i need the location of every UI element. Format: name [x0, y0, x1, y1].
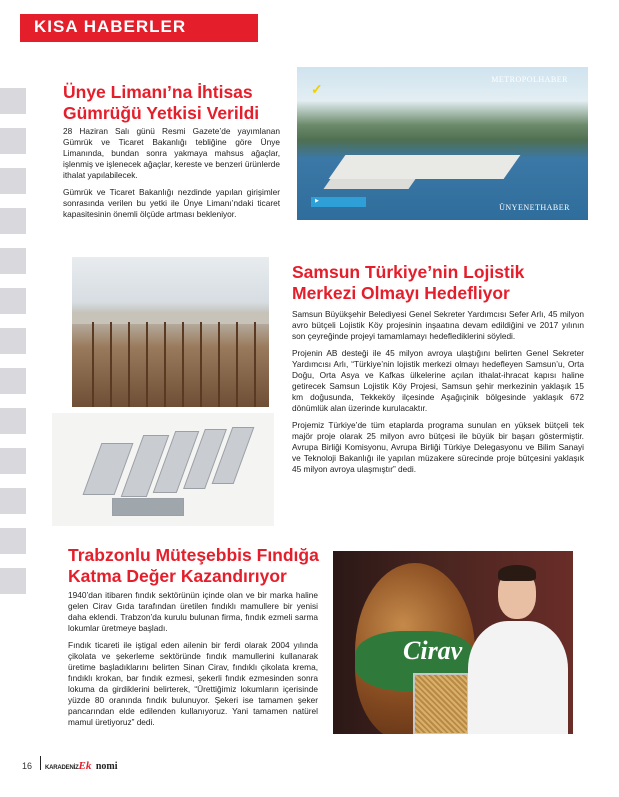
article2-paragraph: Projenin AB desteği ile 45 milyon avroya ulaştığını belirten Genel Sekreter Yardımcısı Arlı, “Türkiye’nin lojistik merkezi olmayı hedefleyen Samsun’u, Orta Doğu, Orta Asya ve Kafkas ülkelerine açılan ithalat-ihracat kapısı haline getirecek Samsun Lojistik Köy Projesi, Samsun şehir merkezinin yaklaşık 15 km doğusunda, Tekkeköy ilçesinde Aşağıçinik bölgesinde yaklaşık 672 dönümlük alan üzerinde kurulacaktır. [292, 348, 584, 413]
person-shirt [468, 621, 568, 734]
article1-paragraph: Gümrük ve Ticaret Bakanlığı nezdinde yapılan girişimler sonrasında verilen bu yetki ile Ünye Limanı’ndaki ticaret kapasitesinin önemli ölçüde artması bekleniyor. [63, 187, 280, 219]
pier-shape [323, 179, 415, 189]
entrepreneur-photo [333, 551, 573, 734]
article3-title: Trabzonlu Müteşebbis Fındığa Katma Değer Kazandırıyor [68, 545, 319, 586]
section-header [20, 14, 258, 40]
site-plan-render [52, 413, 274, 526]
article2-paragraph: Samsun Büyükşehir Belediyesi Genel Sekreter Yardımcısı Sefer Arlı, 45 milyon avro bütçeli Lojistik Köy projesinin inşaatına devam edildiğini ve 2017 yılının son çeyreğinde projeyi tamamlamayı hedeflediklerini söyledi. [292, 309, 584, 341]
logo-part: Ek [78, 760, 92, 772]
side-stripes [0, 88, 26, 608]
section-header-underline [20, 40, 258, 42]
photo-credit-top: METROPOLHABER [491, 75, 568, 84]
brand-logo: Cirav [403, 636, 463, 665]
article2-title: Samsun Türkiye’nin Lojistik Merkezi Olmayı Hedefliyor [292, 262, 525, 303]
page-number: 16 [22, 761, 33, 771]
video-bar: ▶ [311, 197, 366, 207]
magazine-logo [40, 756, 118, 770]
article2-paragraph: Projemiz Türkiye’de tüm etaplarda programa sunulan en yüksek bütçeli tek majör proje olarak 25 milyon avro bütçesi ile büyük bir başarı göstermiştir. Avrupa Birliği Komisyonu, Avrupa Birliği Türkiye Delegasyonu ve Bilim Sanayi ve Teknoloji Bakanlığı ile yapılan müzakere sürecinde proje bütçesini yaklaşık 45 milyon avroya ulaşmıştır” dedi. [292, 420, 584, 474]
pier-shape [329, 155, 521, 179]
logo-part: nomi [95, 761, 118, 772]
article3-body [68, 590, 318, 734]
wall-shape [72, 312, 269, 324]
logo-part: KARADENİZ [45, 765, 79, 771]
article3-paragraph: Fındık ticareti ile iştigal eden ailenin bir ferdi olarak 2004 yılında çikolata ve şekerleme sektöründe fındık mamullerini kullanarak üretime başladıklarını belirten Sinan Cirav, fındıklı çikolata krema, fındıklı krokan, bar fındık ezmesi, şekerli fındık ezmesinden sonra lokuma da girdiklerini belirterek, “Ürettiğimiz lokumların içerisinde yüzde 80 oranında fındık bulunuyor. Şekeri ise tamamen şeker pancarından elde edilenden kullanıyoruz. Yani tamamen natürel mamul üretiyoruz” dedi. [68, 640, 318, 727]
person-hair [498, 565, 536, 581]
article3-paragraph: 1940’dan itibaren fındık sektörünün içinde olan ve bir marka haline gelen Cirav Gıda tarafından üretilen fındıklı mamullere bir yenisi daha eklendi. Trabzon’da kurulu bulunan firma, fındık ezmeli sarma lokumlar üretmeye başladı. [68, 590, 318, 633]
photo-credit-bottom: ÜNYENETHABER [499, 203, 570, 212]
article2-body [292, 309, 584, 481]
construction-photo [72, 257, 269, 407]
article1-paragraph: 28 Haziran Salı günü Resmi Gazete’de yayımlanan Gümrük ve Ticaret Bakanlığı tebliğine göre Ünye Limanında, bundan sonra yakmaya mahsus ağaçlar, işlenmiş ve işlenecek ağaçlar, kereste ve benzeri ürünlerde ithalat yapılabilecek. [63, 126, 280, 180]
logo-mark-icon: ✓ [311, 81, 323, 97]
port-photo [297, 67, 588, 220]
article1-body [63, 126, 280, 226]
section-header-text: KISA HABERLER [34, 17, 187, 36]
article1-title: Ünye Limanı’na İhtisas Gümrüğü Yetkisi Verildi [63, 82, 260, 123]
product-box [413, 673, 469, 734]
